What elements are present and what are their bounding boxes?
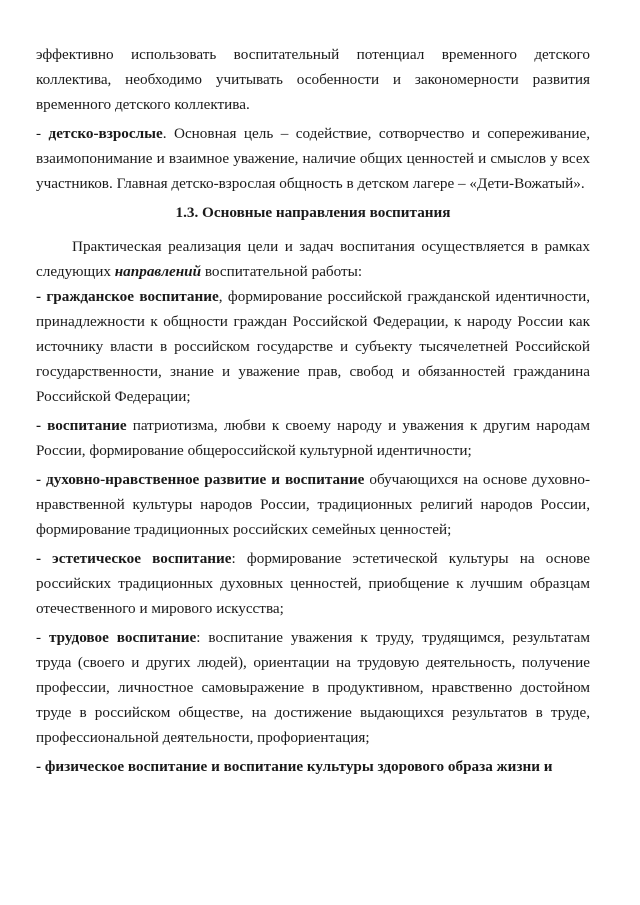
emphasis-term: направлений: [114, 263, 202, 280]
term-bold: - эстетическое воспитание: [36, 550, 232, 567]
term-bold: детско-взрослые: [48, 125, 163, 142]
list-dash: -: [36, 125, 49, 142]
term-bold: - воспитание: [36, 417, 127, 434]
list-item-spiritual: [36, 467, 590, 542]
paragraph-text: : воспитание уважения к труду, трудящимся, результатам труда (своего и других людей), ориентации на трудовую деятельность, получение профессии, личностное самовыражение в продуктивном, нравственно достойном труде в российском обществе, на достижение выдающихся результатов в труде, профессиональной деятельности, профориентация;: [36, 629, 590, 746]
section-heading: 1.3. Основные направления воспитания: [175, 204, 451, 221]
paragraph-text: . Основная цель – содействие, сотворчество и сопереживание, взаимопонимание и взаимное уважение, наличие общих ценностей и смыслов у всех участников. Главная детско-взрослая общность в детском лагере – «Дети-Вожатый».: [36, 125, 591, 192]
paragraph-text: , формирование российской гражданской идентичности, принадлежности к общности граждан Российской Федерации, к народу России как источнику власти в российском государстве и субъекту тысячелетней Российской государственности, знание и уважение прав, свобод и обязанностей гражданина Российской Федерации;: [36, 288, 590, 405]
paragraph-intro: [36, 234, 590, 284]
paragraph-child-adult: [36, 121, 590, 196]
term-bold: - физическое воспитание и воспитание культуры здорового образа жизни и: [36, 758, 553, 775]
paragraph-text: Практическая реализация цели и задач воспитания осуществляется в рамках следующих: [36, 238, 590, 280]
list-item-civic: [36, 284, 590, 409]
list-dash: -: [36, 629, 49, 646]
term-bold: - гражданское воспитание: [36, 288, 219, 305]
list-item-labor: [36, 625, 590, 750]
paragraph-text: обучающихся на основе духовно-нравственной культуры народов России, традиционных религий народов России, формирование традиционных российских семейных ценностей;: [36, 471, 590, 538]
paragraph-text: патриотизма, любви к своему народу и уважения к другим народам России, формирование общероссийской культурной идентичности;: [36, 417, 590, 459]
paragraph-text: эффективно использовать воспитательный потенциал временного детского коллектива, необходимо учитывать особенности и закономерности развития временного детского коллектива.: [36, 46, 590, 113]
paragraph-text: : формирование эстетической культуры на основе российских традиционных духовных ценностей, приобщение к лучшим образцам отечественного и мирового искусства;: [36, 550, 590, 617]
list-item-patriotic: [36, 413, 590, 463]
term-bold: трудовое воспитание: [49, 629, 197, 646]
paragraph-text: воспитательной работы:: [201, 263, 363, 280]
list-item-aesthetic: [36, 546, 590, 621]
term-bold: - духовно-нравственное развитие и воспитание: [36, 471, 365, 488]
list-item-physical: [36, 754, 590, 779]
paragraph-collective: [36, 42, 590, 117]
